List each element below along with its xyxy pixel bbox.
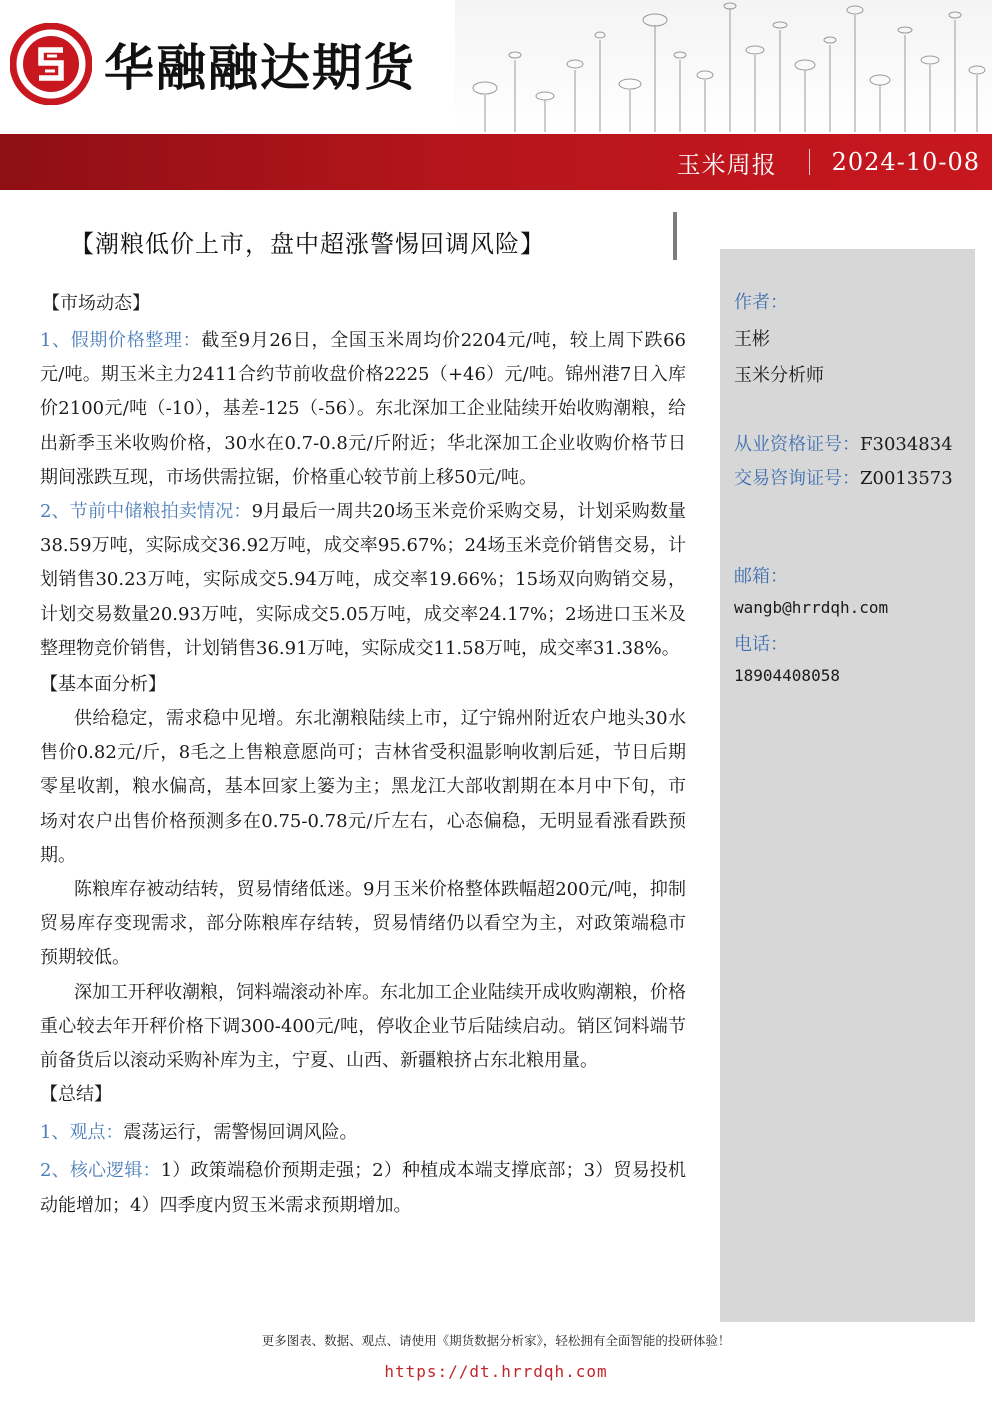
consulting-cert [734,464,953,490]
market-item-2 [40,495,686,666]
summary-item-2 [40,1154,686,1222]
section-heading-summary: 【总结】 [40,1084,112,1106]
author-sidebar [720,249,975,1322]
consulting-cert-value: Z0013573 [860,468,953,489]
market-item-1-label: 1、假期价格整理： [40,330,202,351]
bar-divider [809,149,810,175]
market-item-1 [40,324,686,495]
report-title: 【潮粮低价上市，盘中超涨警惕回调风险】 [70,230,545,258]
qualification-cert-label: 从业资格证号： [734,434,860,455]
report-title-bar [0,134,992,190]
fundamental-paragraph-2: 陈粮库存被动结转，贸易情绪低迷。9月玉米价格整体跌幅超200元/吨，抑制贸易库存变现需求，部分陈粮库存结转，贸易情绪仍以看空为主，对政策端稳市预期较低。 [40,879,686,969]
report-body [40,287,686,1223]
company-name: 华融融达期货 [104,39,416,97]
consulting-cert-label: 交易咨询证号： [734,468,860,489]
company-logo-icon [10,23,92,105]
section-heading-market: 【市场动态】 [42,293,150,314]
author-name: 王彬 [734,329,770,350]
phone-value: 18904408058 [734,666,840,685]
report-header [0,0,992,190]
company-logo [10,22,416,106]
qualification-cert-value: F3034834 [860,434,953,455]
footer-url-link[interactable]: https://dt.hrrdqh.com [384,1362,608,1381]
summary-item-1-label: 1、观点： [40,1122,124,1144]
phone-label: 电话： [734,634,788,655]
report-type: 玉米周报 [676,150,777,179]
summary-item-1-text: 震荡运行，需警惕回调风险。 [123,1122,358,1144]
fundamental-paragraph-1: 供给稳定，需求稳中见增。东北潮粮陆续上市，辽宁锦州附近农户地头30水售价0.82元/斤，8毛之上售粮意愿尚可；吉林省受积温影响收割后延，节日后期零星收割，粮水偏高，基本回家上篓为主；黑龙江大部收割期在本月中下旬，市场对农户出售价格预测多在0.75-0.78元/斤左右，心态偏稳，无明显看涨看跌预期。 [40,708,686,866]
qualification-cert [734,430,953,456]
report-date: 2024-10-08 [831,148,980,176]
market-item-1-text: 截至9月26日，全国玉米周均价2204元/吨，较上周下跌66元/吨。期玉米主力2411合约节前收盘价格2225（+46）元/吨。锦州港7日入库价2100元/吨（-10），基差-125（-56）。东北深加工企业陆续开始收购潮粮，给出新季玉米收购价格，30水在0.7-0.8元/斤附近；华北深加工企业收购价格节日期间涨跌互现，市场供需拉锯，价格重心较节前上移50元/吨。 [40,330,686,488]
summary-item-2-text: 1）政策端稳价预期走强；2）种植成本端支撑底部；3）贸易投机动能增加；4）四季度内贸玉米需求预期增加。 [40,1160,687,1216]
report-meta [677,134,980,190]
email-label: 邮箱： [734,566,788,587]
market-item-2-text: 9月最后一周共20场玉米竞价采购交易，计划采购数量38.59万吨，实际成交36.92万吨，成交率95.67%；24场玉米竞价销售交易，计划销售30.23万吨，实际成交5.94万吨，成交率19.66%；15场双向购销交易，计划交易数量20.93万吨，实际成交5.05万吨，成交率24.17%；2场进口玉米及整理物竞价销售，计划销售36.91万吨，实际成交11.58万吨，成交率31.38%。 [40,501,686,659]
market-item-2-label: 2、节前中储粮拍卖情况： [40,501,252,523]
summary-item-1 [40,1116,686,1150]
section-heading-fundamental: 【基本面分析】 [40,674,166,696]
summary-item-2-label: 2、核心逻辑： [40,1160,161,1182]
footer-promo: 更多图表、数据、观点、请使用《期货数据分析家》，轻松拥有全面智能的投研体验！ [261,1333,731,1348]
decorative-circles-graphic [455,0,992,132]
title-divider [673,212,677,260]
email-value[interactable]: wangb@hrrdqh.com [734,598,889,617]
author-title: 玉米分析师 [734,365,824,386]
fundamental-paragraph-3: 深加工开秤收潮粮，饲料端滚动补库。东北加工企业陆续开成收购潮粮，价格重心较去年开秤价格下调300-400元/吨，停收企业节后陆续启动。销区饲料端节前备货后以滚动采购补库为主，宁夏、山西、新疆粮挤占东北粮用量。 [40,981,686,1072]
author-label: 作者： [734,292,788,313]
